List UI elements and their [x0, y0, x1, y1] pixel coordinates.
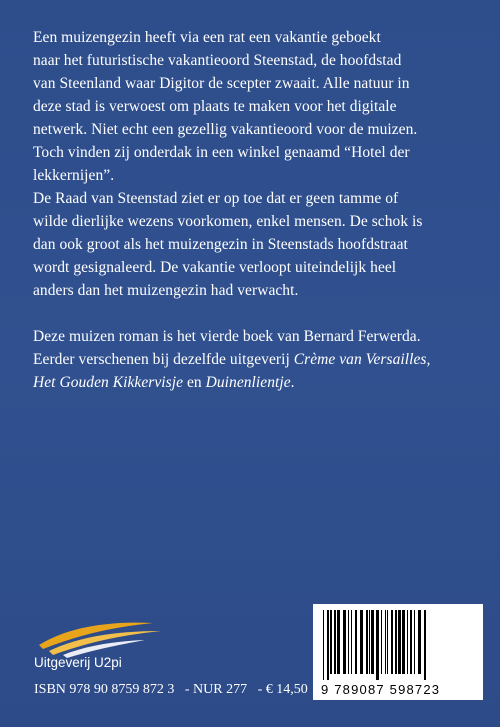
book-title: Het Gouden Kikkervisje [33, 374, 184, 391]
text-line: netwerk. Niet echt een gezellig vakantieoord voor de muizen. [33, 121, 418, 138]
text-line: Deze muizen roman is het vierde boek van Bernard Ferwerda. [33, 328, 421, 345]
publisher-name: Uitgeverij U2pi [34, 655, 122, 670]
text-line [33, 348, 483, 371]
book-title: Duinenlientje [205, 374, 291, 391]
text-line: van Steenland waar Digitor de scepter zwaait. Alle natuur in [33, 75, 410, 92]
isbn-price-line: ISBN 978 90 8759 872 3 - NUR 277 - € 14,50 [34, 682, 308, 697]
text-line: wilde dierlijke wezens voorkomen, enkel mensen. De schok is [33, 213, 423, 230]
text-line: dan ook groot als het muizengezin in Steenstads hoofdstraat [33, 236, 408, 253]
text-line: deze stad is verwoest om plaats te maken voor het digitale [33, 98, 397, 115]
text-line: wordt gesignaleerd. De vakantie verloopt uiteindelijk heel [33, 259, 397, 276]
blurb-paragraph-2 [33, 187, 483, 302]
book-title: Crème van Versailles, [293, 351, 431, 368]
text-line: Toch vinden zij onderdak in een winkel genaamd “Hotel der [33, 144, 410, 161]
text-span: . [290, 374, 295, 391]
barcode-bars [321, 610, 475, 680]
text-line: naar het futuristische vakantieoord Steenstad, de hoofdstad [33, 52, 402, 69]
barcode [313, 604, 483, 700]
text-line: lekkernijen”. [33, 167, 115, 184]
blurb-paragraph-1 [33, 26, 483, 187]
blurb [33, 26, 483, 394]
text-line: Een muizengezin heeft via een rat een vakantie geboekt [33, 29, 381, 46]
text-line: De Raad van Steenstad ziet er op toe dat er geen tamme of [33, 190, 399, 207]
text-line [33, 371, 483, 394]
text-span: Eerder verschenen bij dezelfde uitgeverij [33, 351, 294, 368]
blurb-paragraph-3 [33, 325, 483, 394]
barcode-number: 9 789087 598723 [321, 682, 441, 697]
text-line: anders dan het muizengezin had verwacht. [33, 282, 299, 299]
text-span: en [183, 374, 206, 391]
